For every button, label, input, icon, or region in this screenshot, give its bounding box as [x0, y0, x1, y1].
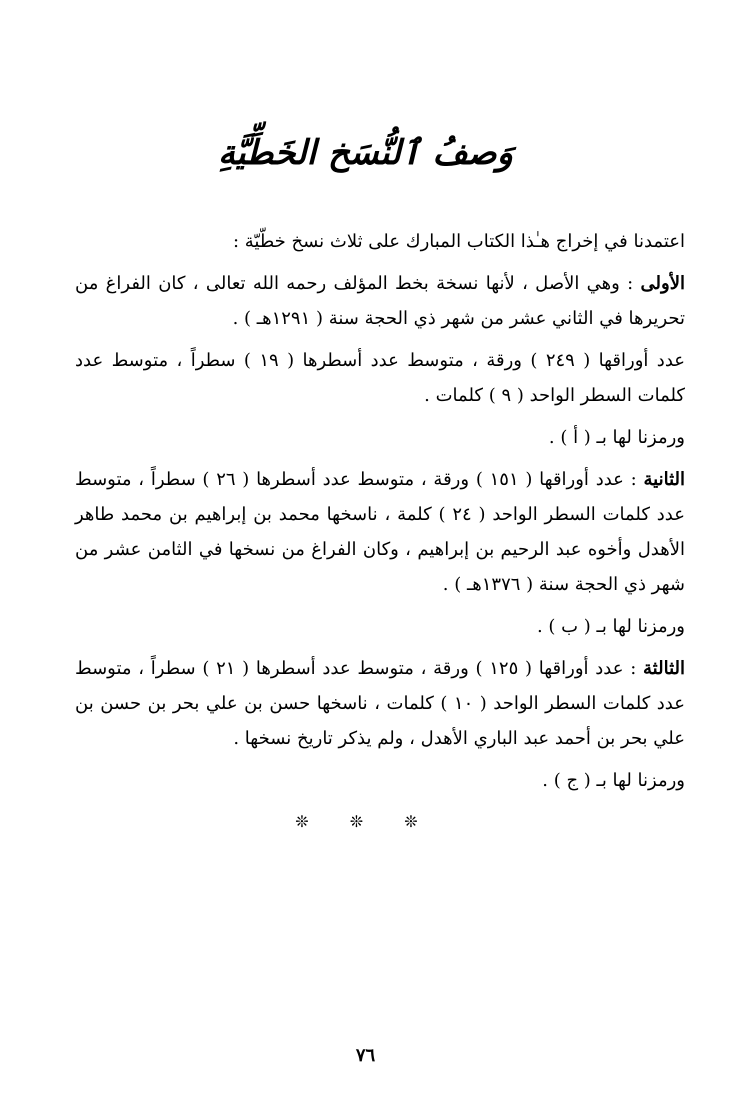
third-manuscript-lead: الثالثة [643, 658, 685, 679]
second-manuscript-symbol: ورمزنا لها بـ ( ب ) . [536, 616, 685, 637]
second-manuscript-lead: الثانية [643, 469, 685, 490]
third-manuscript-symbol: ورمزنا لها بـ ( ج ) . [542, 770, 685, 791]
first-manuscript-paragraph [75, 266, 685, 336]
second-manuscript-text: : عدد أوراقها ( ١٥١ ) ورقة ، متوسط عدد أسطرها ( ٢٦ ) سطراً ، متوسط عدد كلمات السطر الواحد ( ٢٤ ) كلمة ، ناسخها محمد بن إبراهيم بن محمد طاهر الأهدل وأخوه عبد الرحيم بن إبراهيم ، وكان الفراغ من نسخها في الثامن عشر من شهر ذي الحجة سنة ( ١٣٧٦هـ ) . [75, 469, 685, 595]
third-manuscript-text: : عدد أوراقها ( ١٢٥ ) ورقة ، متوسط عدد أسطرها ( ٢١ ) سطراً ، متوسط عدد كلمات السطر الواحد ( ١٠ ) كلمات ، ناسخها حسن بن علي بحر بن حسن بن علي بحر بن أحمد عبد الباري الأهدل ، ولم يذكر تاريخ نسخها . [75, 658, 685, 749]
first-manuscript-symbol: ورمزنا لها بـ ( أ ) . [548, 427, 685, 448]
chapter-title: وَصفُ ٱلنُّسَخ الخَطِّيَّةِ [217, 133, 514, 173]
intro-paragraph: اعتمدنا في إخراج هـٰذا الكتاب المبارك على ثلاث نسخ خطّيّة : [233, 231, 685, 252]
section-separator-stars: ❊ ❊ ❊ [295, 812, 436, 831]
body-text [75, 224, 685, 805]
page-number: ٧٦ [355, 1045, 376, 1066]
first-manuscript-text: : وهي الأصل ، لأنها نسخة بخط المؤلف رحمه الله تعالى ، كان الفراغ من تحريرها في الثاني عشر من شهر ذي الحجة سنة ( ١٢٩١هـ ) . [75, 273, 685, 329]
first-manuscript-lead: الأولى [640, 273, 685, 294]
first-manuscript-details: عدد أوراقها ( ٢٤٩ ) ورقة ، متوسط عدد أسطرها ( ١٩ ) سطراً ، متوسط عدد كلمات السطر الواحد ( ٩ ) كلمات . [75, 350, 686, 406]
second-manuscript-paragraph [75, 462, 685, 602]
third-manuscript-paragraph [75, 651, 685, 756]
